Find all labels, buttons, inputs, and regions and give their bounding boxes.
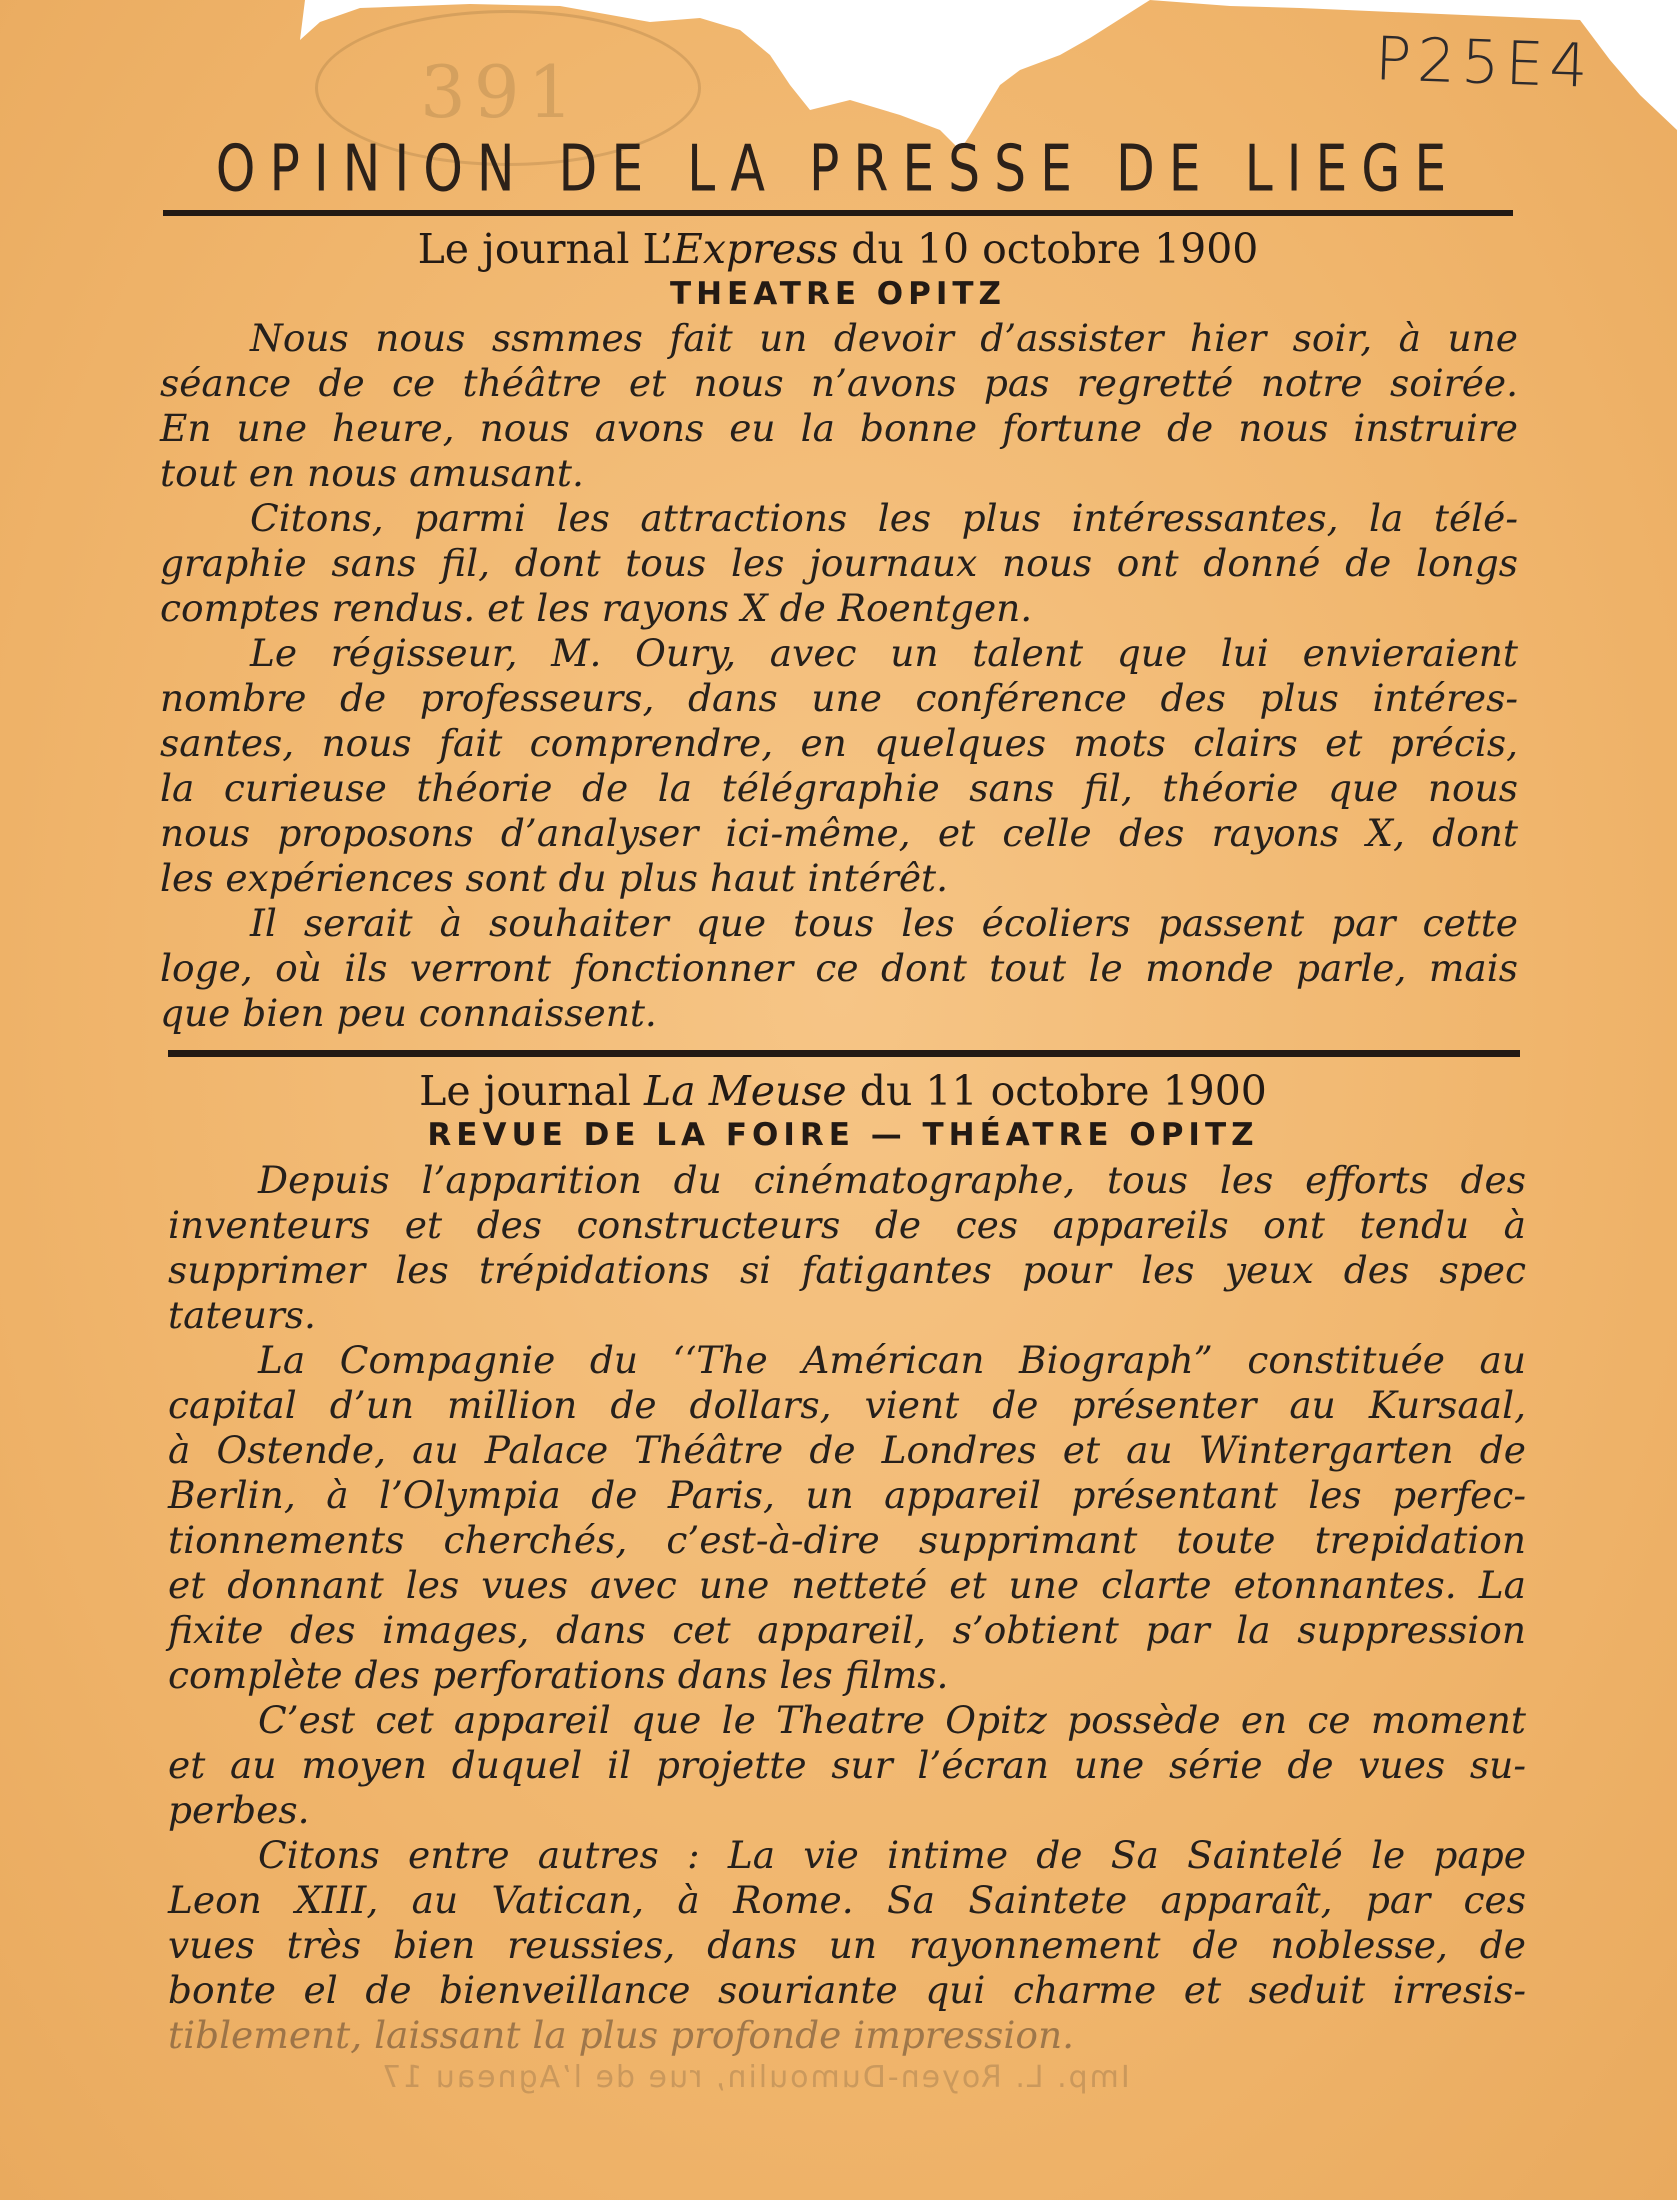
article2-source-prefix: Le journal <box>419 1067 645 1115</box>
article1-source-prefix: Le journal L’ <box>417 225 673 273</box>
text-line: En une heure, nous avons eu la bonne fortune de nous instruire <box>160 406 1518 450</box>
text-line: capital d’un million de dollars, vient de présenter au Kursaal, <box>168 1383 1526 1427</box>
text-line: Berlin, à l’Olympia de Paris, un appareil présentant les perfec- <box>168 1473 1526 1517</box>
text-line: Le régisseur, M. Oury, avec un talent que lui envieraient <box>250 631 1518 675</box>
text-line: santes, nous fait comprendre, en quelques mots clairs et précis, <box>160 721 1518 765</box>
article1-source-suffix: du 10 octobre 1900 <box>838 225 1259 273</box>
text-line: inventeurs et des constructeurs de ces appareils ont tendu à <box>168 1203 1526 1247</box>
library-stamp-number: 391 <box>420 50 582 134</box>
text-line: et donnant les vues avec une netteté et une clarte etonnantes. La <box>168 1563 1526 1607</box>
text-line: Leon XIII, au Vatican, à Rome. Sa Saintete apparaît, par ces <box>168 1878 1526 1922</box>
article1-source-name: Express <box>672 225 839 273</box>
article-divider-rule <box>168 1050 1520 1057</box>
text-line: C’est cet appareil que le Theatre Opitz possède en ce moment <box>258 1698 1526 1742</box>
article1-source <box>163 225 1513 273</box>
printer-imprint: Imp. L. Royen-Dumoulin, rue de l’Agneau 17 <box>380 2060 1130 2095</box>
article2-source-suffix: du 11 octobre 1900 <box>846 1067 1267 1115</box>
text-line: graphie sans fil, dont tous les journaux nous ont donné de longs <box>160 541 1518 585</box>
text-line: nous proposons d’analyser ici-même, et celle des rayons X, dont <box>160 811 1518 855</box>
article1-heading: THEATRE OPITZ <box>669 276 1007 312</box>
text-line: Citons entre autres : La vie intime de Sa Saintelé le pape <box>258 1833 1526 1877</box>
article2-heading: REVUE DE LA FOIRE — THÉATRE OPITZ <box>427 1117 1259 1153</box>
text-line: supprimer les trépidations si fatigantes pour les yeux des spec <box>168 1248 1526 1292</box>
text-line: que bien peu connaissent. <box>160 991 657 1035</box>
text-line: loge, où ils verront fonctionner ce dont tout le monde parle, mais <box>160 946 1518 990</box>
title-rule <box>163 210 1513 216</box>
article2-body <box>168 1158 1526 2058</box>
text-line: Citons, parmi les attractions les plus intéressantes, la télé- <box>250 496 1518 540</box>
text-line: nombre de professeurs, dans une conférence des plus intéres- <box>160 676 1518 720</box>
handwritten-shelfmark: P25E4 <box>1373 24 1595 102</box>
article1-body <box>160 316 1518 1036</box>
text-line: perbes. <box>168 1788 310 1832</box>
article2-source <box>168 1067 1518 1115</box>
text-line: Il serait à souhaiter que tous les écoliers passent par cette <box>250 901 1518 945</box>
text-line: Nous nous ssmmes fait un devoir d’assister hier soir, à une <box>250 316 1518 360</box>
text-line: bonte el de bienveillance souriante qui charme et seduit irresis- <box>168 1968 1526 2012</box>
text-line: les expériences sont du plus haut intérêt. <box>160 856 949 900</box>
text-line: La Compagnie du ‘‘The Américan Biograph” constituée au <box>258 1338 1526 1382</box>
text-line: comptes rendus. et les rayons X de Roentgen. <box>160 586 1033 630</box>
document-title: OPINION DE LA PRESSE DE LIEGE <box>215 132 1461 207</box>
text-line: tiblement, laissant la plus profonde impression. <box>168 2013 1075 2057</box>
text-line: fixite des images, dans cet appareil, s’obtient par la suppression <box>168 1608 1526 1652</box>
text-line: la curieuse théorie de la télégraphie sans fil, théorie que nous <box>160 766 1518 810</box>
text-line: séance de ce théâtre et nous n’avons pas regretté notre soirée. <box>160 361 1518 405</box>
text-line: tionnements cherchés, c’est-à-dire supprimant toute trepidation <box>168 1518 1526 1562</box>
text-line: complète des perforations dans les films. <box>168 1653 949 1697</box>
text-line: à Ostende, au Palace Théâtre de Londres et au Wintergarten de <box>168 1428 1526 1472</box>
text-line: tout en nous amusant. <box>160 451 584 495</box>
article2-source-name: La Meuse <box>644 1067 847 1115</box>
text-line: tateurs. <box>168 1293 316 1337</box>
text-line: et au moyen duquel il projette sur l’écran une série de vues su- <box>168 1743 1526 1787</box>
text-line: Depuis l’apparition du cinématographe, tous les efforts des <box>258 1158 1526 1202</box>
text-line: vues très bien reussies, dans un rayonnement de noblesse, de <box>168 1923 1526 1967</box>
